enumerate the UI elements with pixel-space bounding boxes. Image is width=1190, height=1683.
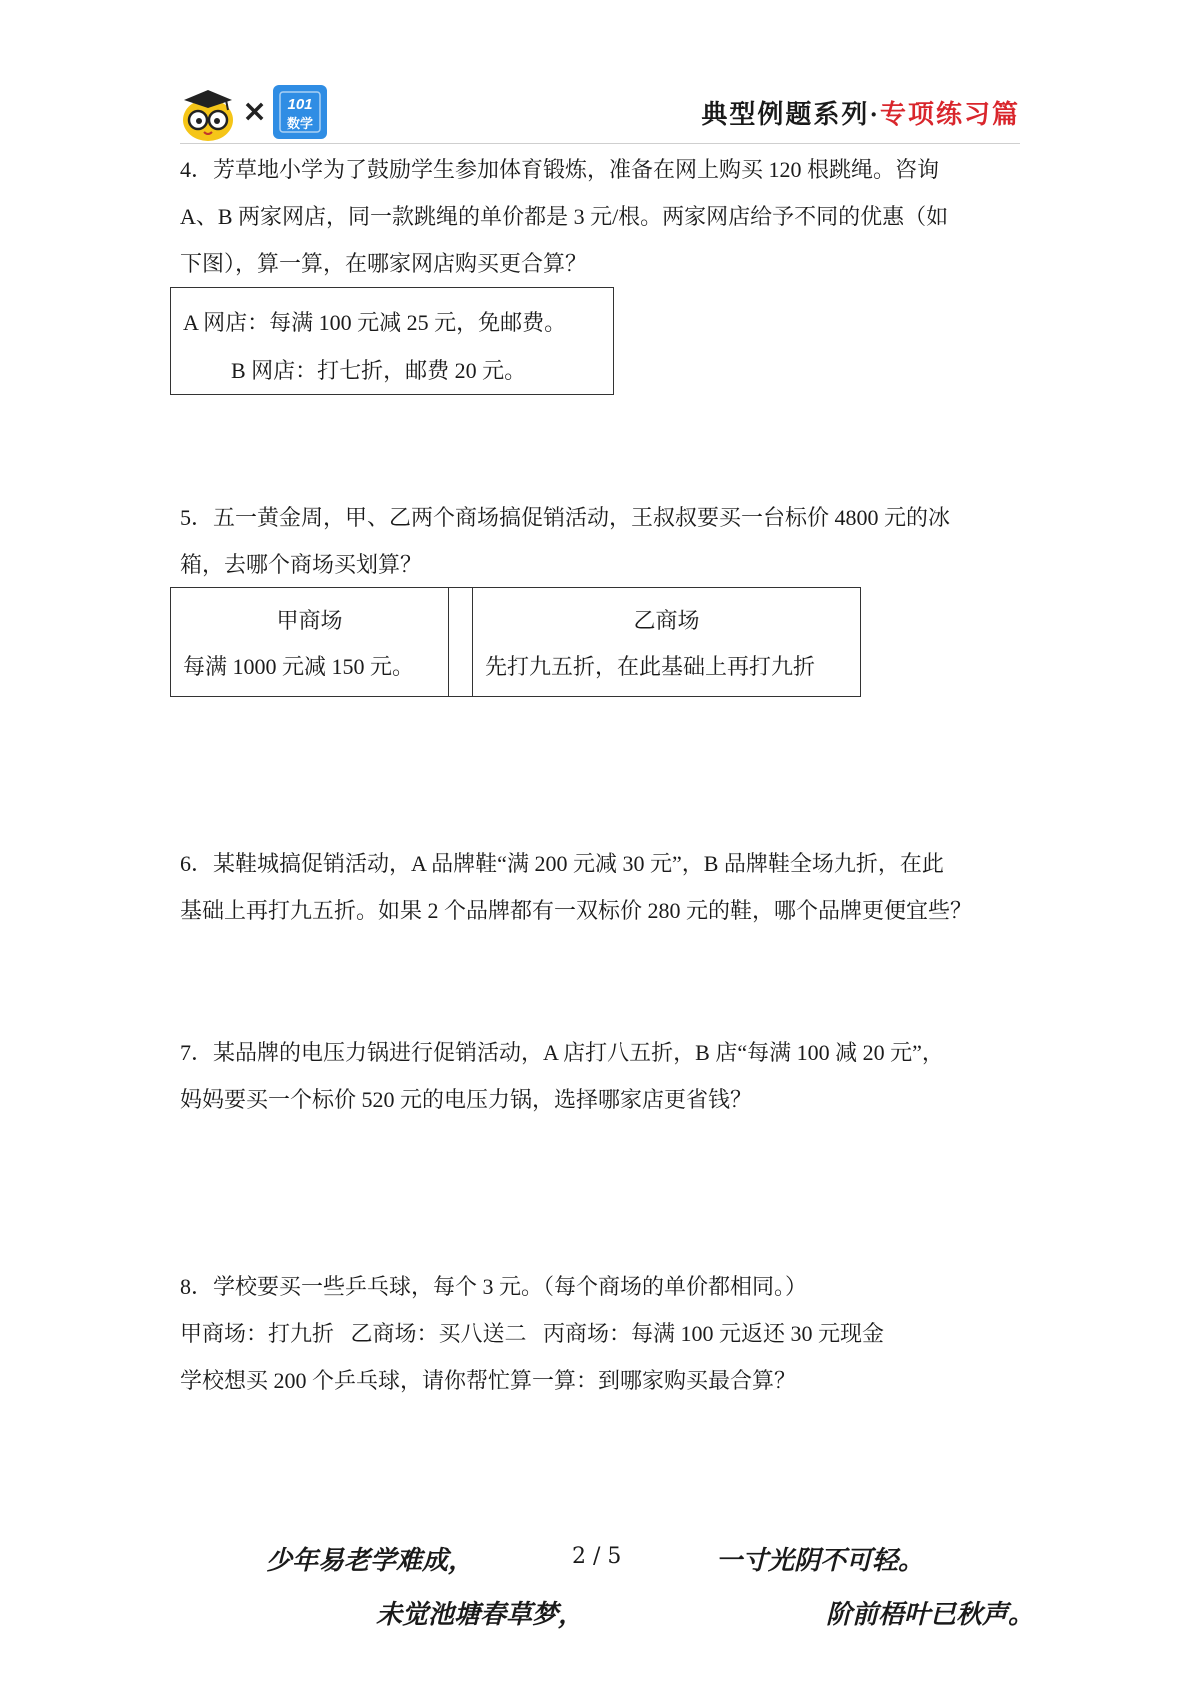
series-title	[701, 94, 1020, 131]
question-6	[180, 840, 1020, 934]
footer-poem-line-3: 未觉池塘春草梦，	[376, 1600, 585, 1630]
question-4-offer-box	[170, 287, 614, 395]
store-a-cell	[171, 588, 449, 697]
question-5-line-2: 箱，去哪个商场买划算？	[180, 552, 423, 577]
footer-poem-line-2: 一寸光阴不可轻。	[716, 1546, 925, 1576]
page-footer	[0, 1530, 1190, 1650]
question-5-line-1: 5．五一黄金周，甲、乙两个商场搞促销活动，王叔叔要买一台标价 4800 元的冰	[180, 505, 951, 530]
owl-mascot-logo	[180, 86, 236, 142]
header-divider	[180, 143, 1020, 144]
svg-text:数学: 数学	[286, 117, 314, 132]
svg-text:101: 101	[287, 96, 313, 113]
question-8-line-1: 8．学校要买一些乒乓球，每个 3 元。（每个商场的单价都相同。）	[180, 1274, 808, 1299]
footer-poem-line-4: 阶前梧叶已秋声。	[826, 1600, 1035, 1630]
question-7-line-2: 妈妈要买一个标价 520 元的电压力锅，选择哪家店更省钱？	[180, 1087, 753, 1112]
store-a-offer: 每满 1000 元减 150 元。	[183, 654, 415, 679]
question-4-line-2: A、B 两家网店，同一款跳绳的单价都是 3 元/根。两家网店给予不同的优惠（如	[180, 204, 949, 229]
store-a-name: 甲商场	[276, 608, 343, 633]
question-8-line-3: 学校想买 200 个乒乓球，请你帮忙算一算：到哪家购买最合算？	[180, 1368, 797, 1393]
series-title-main: 典型例题系列·	[701, 100, 880, 129]
page-header	[180, 80, 1020, 144]
question-7-line-1: 7．某品牌的电压力锅进行促销活动，A 店打八五折，B 店“每满 100 减 20 元”，	[180, 1040, 944, 1065]
question-6-line-2: 基础上再打九五折。如果 2 个品牌都有一双标价 280 元的鞋，哪个品牌更便宜些？	[180, 898, 973, 923]
question-4	[180, 146, 1020, 287]
page-number: 2 / 5	[572, 1544, 622, 1569]
question-5-offer-table	[170, 587, 861, 697]
question-7	[180, 1029, 1020, 1123]
offer-a-text: A 网店：每满 100 元减 25 元，免邮费。	[183, 310, 567, 335]
store-b-cell	[473, 588, 861, 697]
store-b-name: 乙商场	[633, 608, 700, 633]
series-title-accent: 专项练习篇	[879, 100, 1020, 129]
question-5	[180, 494, 1020, 588]
footer-poem-line-1: 少年易老学难成，	[266, 1546, 475, 1576]
question-6-line-1: 6．某鞋城搞促销活动，A 品牌鞋“满 200 元减 30 元”，B 品牌鞋全场九折，在此	[180, 851, 944, 876]
offer-b-text: B 网店：打七折，邮费 20 元。	[231, 358, 527, 383]
store-b-offer: 先打九五折，在此基础上再打九折	[485, 654, 816, 679]
brand-101-math-logo	[272, 84, 328, 140]
times-icon: ×	[242, 94, 268, 129]
question-4-line-1: 4．芳草地小学为了鼓励学生参加体育锻炼，准备在网上购买 120 根跳绳。咨询	[180, 157, 940, 182]
question-8	[180, 1263, 1020, 1404]
question-4-line-3: 下图），算一算，在哪家网店购买更合算？	[180, 251, 588, 276]
spacer-cell	[449, 588, 473, 697]
question-8-line-2: 甲商场：打九折 乙商场：买八送二 丙商场：每满 100 元返还 30 元现金	[180, 1321, 885, 1346]
